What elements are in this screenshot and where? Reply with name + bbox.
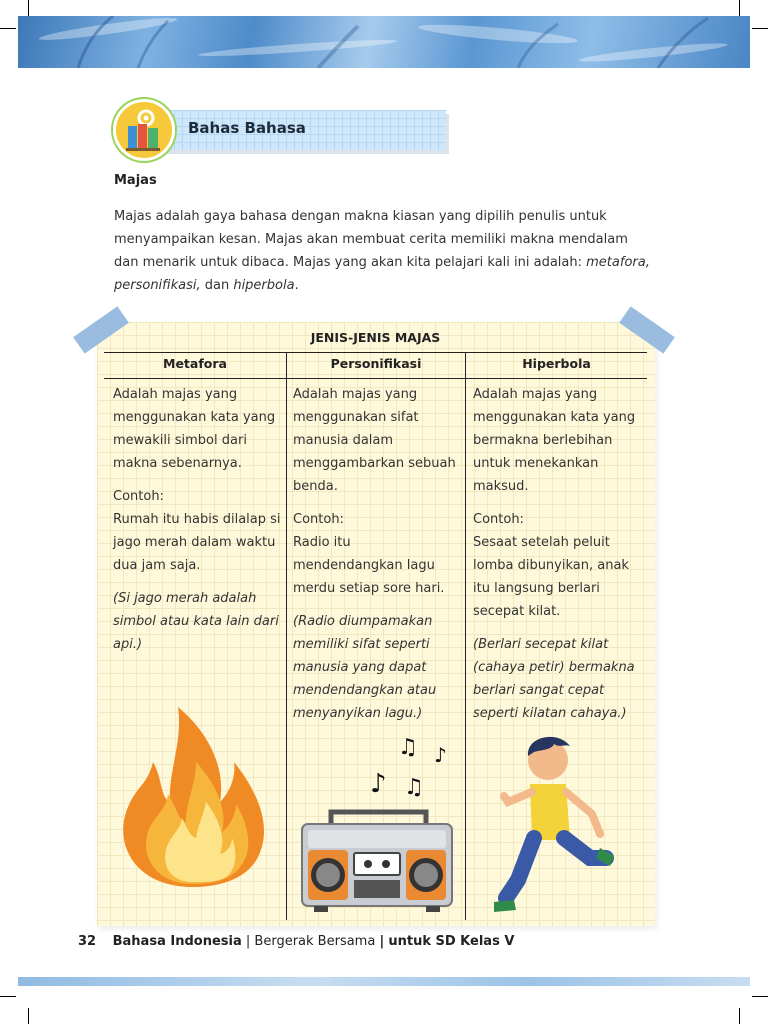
metafora-definition: Adalah majas yang menggunakan kata yang mewakili simbol dari makna sebenarnya. <box>113 387 276 471</box>
table-rule <box>104 378 647 379</box>
hiperbola-cell <box>473 383 641 735</box>
svg-text:♪: ♪ <box>434 743 447 767</box>
section-title: Bahas Bahasa <box>188 119 306 137</box>
crop-mark <box>752 996 768 997</box>
crop-mark <box>752 28 768 29</box>
table-title: JENIS-JENIS MAJAS <box>310 330 441 345</box>
top-banner <box>18 16 750 68</box>
column-header-metafora: Metafora <box>163 356 227 371</box>
column-header-personifikasi: Personifikasi <box>330 356 422 371</box>
footer-separator: | <box>379 934 385 949</box>
metafora-example-label: Contoh: <box>113 489 164 504</box>
crop-mark <box>739 0 740 16</box>
sub-heading: Majas <box>114 173 157 188</box>
intro-paragraph: Majas adalah gaya bahasa dengan makna kiasan yang dipilih penulis untuk menyampaikan kesan. Majas akan membuat cerita memiliki makna mendalam dan menarik untuk dibaca. Majas yang akan kita pelajari kali ini adalah: metafora, personifikasi, dan hiperbola. <box>114 209 650 293</box>
hiperbola-definition: Adalah majas yang menggunakan kata yang bermakna berlebihan untuk menekankan maksud. <box>473 387 636 494</box>
column-divider <box>286 352 287 920</box>
personifikasi-cell <box>293 383 461 735</box>
crop-mark <box>28 0 29 16</box>
svg-text:♪: ♪ <box>370 769 387 799</box>
svg-text:♫: ♫ <box>398 735 418 760</box>
books-gear-icon <box>113 99 175 161</box>
crop-mark <box>28 1008 29 1024</box>
bottom-band <box>18 977 750 986</box>
column-header-hiperbola: Hiperbola <box>522 356 591 371</box>
music-notes-icon <box>370 735 447 800</box>
hiperbola-example-label: Contoh: <box>473 512 524 527</box>
metafora-cell <box>113 383 281 666</box>
page-number: 32 <box>78 934 97 949</box>
personifikasi-explanation: (Radio diumpamakan memiliki sifat seperti manusia yang dapat mendendangkan atau menyanyikan lagu.) <box>293 614 437 721</box>
radio-illustration <box>296 732 466 917</box>
crop-mark <box>0 996 16 997</box>
footer-subject: Bahasa Indonesia <box>112 934 242 949</box>
personifikasi-example: Radio itu mendendangkan lagu merdu setiap sore hari. <box>293 535 445 596</box>
hiperbola-explanation: (Berlari secepat kilat (cahaya petir) bermakna berlari sangat cepat seperti kilatan cahaya.) <box>473 637 635 721</box>
personifikasi-definition: Adalah majas yang menggunakan sifat manusia dalam menggambarkan sebuah benda. <box>293 387 456 494</box>
table-rule <box>104 352 647 353</box>
footer-book-title: Bergerak Bersama <box>254 934 376 949</box>
fire-illustration <box>108 692 278 892</box>
svg-text:♫: ♫ <box>404 775 424 800</box>
hiperbola-example: Sesaat setelah peluit lomba dibunyikan, anak itu langsung berlari secepat kilat. <box>473 535 629 619</box>
metafora-explanation: (Si jago merah adalah simbol atau kata lain dari api.) <box>113 591 279 652</box>
metafora-example: Rumah itu habis dilalap si jago merah dalam waktu dua jam saja. <box>113 512 281 573</box>
personifikasi-example-label: Contoh: <box>293 512 344 527</box>
crop-mark <box>739 1008 740 1024</box>
page-footer <box>78 934 514 949</box>
running-boy-illustration <box>488 730 618 920</box>
footer-grade: untuk SD Kelas V <box>388 934 515 949</box>
footer-separator: | <box>245 934 251 949</box>
crop-mark <box>0 28 16 29</box>
